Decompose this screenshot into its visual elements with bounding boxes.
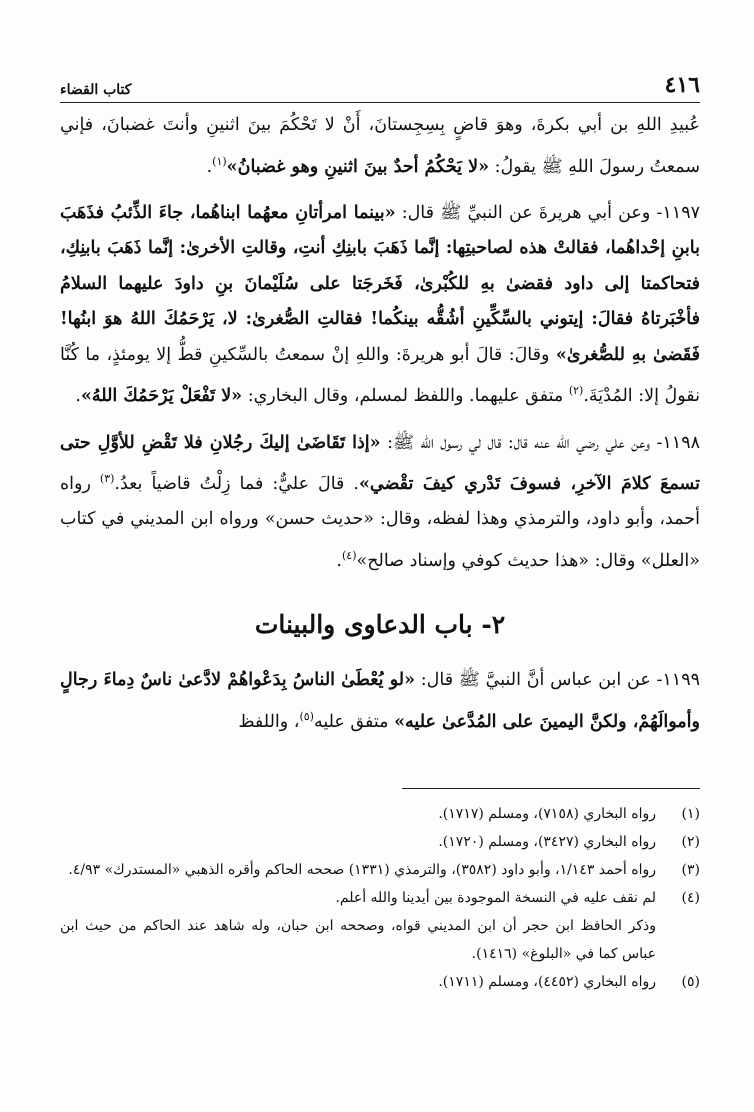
footnote — [60, 856, 700, 884]
hadith-commentary: ، واللفظ — [238, 711, 300, 732]
hadith-commentary: رواه أحمد، وأبو داود، والترمذي وهذا لفظه، وقال: «حديث حسن» ورواه ابن المديني في كتاب «العلل» وقال: «هذا حديث كوفي وإسناد صالح» — [60, 473, 700, 571]
hadith-intro: عن ابن عباس أنَّ النبيَّ ﷺ قال: — [415, 670, 657, 691]
footnote-number: (٥) — [681, 974, 700, 990]
hadith-quote: «إذا تَقَاضَىٰ إليكَ رجُلانِ فلا تَقْضِ للأوَّلِ حتى تسمعَ كلامَ الآخرِ، فسوفَ تَدْري كيفَ تقْضي» — [60, 432, 700, 494]
page-number: ٤١٦ — [664, 72, 700, 98]
hadith-commentary: . قالَ عليٌّ: فما زِلْتُ قاضياً بعدُ. — [114, 473, 359, 494]
hadith-quote: «لا يَحْكُمُ أحدٌ بينَ اثنينِ وهو غضبانُ» — [226, 156, 490, 177]
footnote — [60, 800, 700, 828]
footnote-text: لم نقف عليه في النسخة الموجودة بين أيدينا والله أعلم. — [335, 890, 656, 906]
hadith-number: ١١٩٧- — [656, 202, 700, 223]
footnote — [60, 884, 700, 912]
hadith-quote: «بينما امرأتانِ معهُما ابناهُما، جاءَ الذِّئبُ فذَهَبَ بابنِ إحْداهُما، فقالتْ هذه لصاحبتِها: إنَّما ذَهَبَ بابنِكِ أنتِ، وقالتِ الأخرىٰ: إنَّما ذَهَبَ بابنِكِ، فتحاكمتا إلى داود فقضىٰ بهِ للكُبْرىٰ، فَخَرجَتا على سُلَيْمانَ بنِ داودَ عليهما السلامُ فأخْبَرتاهُ فقالَ: إيتوني بالسِّكِّينِ أشُقُّه بينكُما! فقالتِ الصُّغرىٰ: لا، يَرْحَمُكَ اللهُ هوَ ابنُها! فَقَضىٰ بهِ للصُّغرىٰ» — [60, 202, 701, 365]
footnote-ref: (١) — [212, 154, 227, 168]
footnote-text: رواه أحمد ١/١٤٣، وأبو داود (٣٥٨٢)، والترمذي (١٣٣١) صححه الحاكم وأقره الذهبي «المستدرك» ٤/٩٣. — [68, 862, 656, 878]
footnote-ref: (٣) — [99, 472, 115, 486]
footnote — [60, 828, 700, 856]
hadith-intro: وعن أبي هريرةَ عن النبيِّ ﷺ قال: — [395, 202, 657, 223]
hadith-1197: ١١٩٧- وعن أبي هريرةَ عن النبيِّ ﷺ قال: «بينما امرأتانِ معهُما ابناهُما، جاءَ الذِّئبُ فذَهَبَ بابنِ إحْداهُما، فقالتْ هذه لصاحبتِها: إنَّما ذَهَبَ بابنِكِ أنتِ، وقالتِ الأخرىٰ: إنَّما ذَهَبَ بابنِكِ، فتحاكمتا إلى داود فقضىٰ بهِ للكُبْرىٰ، فَخَرجَتا على سُلَيْمانَ بنِ داودَ عليهما السلامُ فأخْبَرتاهُ فقالَ: إيتوني بالسِّكِّينِ أشُقُّه بينكُما! فقالتِ الصُّغرىٰ: لا، يَرْحَمُكَ اللهُ هوَ ابنُها! فَقَضىٰ بهِ للصُّغرىٰ» وقالَ: قالَ أبو هريرةَ: واللهِ إنْ سمعتُ بالسِّكينِ قطُّ إلا يومئذٍ، ما كُنَّا نقولُ إلا: المُدْيَةَ.$^{(٢)}$ متفق عليهما. واللفظ لمسلم، وقال البخاري: «لا تَفْعَلْ يَرْحَمُكَ اللهُ». — [60, 202, 701, 407]
hadith-commentary: وقالَ: قالَ أبو هريرةَ: واللهِ إنْ سمعتُ بالسِّكينِ قطُّ إلا يومئذٍ، ما كُنَّا نقولُ إلا: المُدْيَةَ. — [60, 344, 700, 407]
footnote-number: (٤) — [681, 890, 700, 906]
chapter-title: ٢- باب الدعاوى والبينات — [254, 610, 506, 640]
hadith-intro: وعن علي رضي الله عنه قال: قال لي رسول الله ﷺ: — [380, 432, 657, 453]
paragraph-continuation: عُبيدِ اللهِ بن أبي بكرةَ، وهوَ قاضٍ بِسِجِستانَ، أَنْ لا تَحْكُمَ بينَ اثنينِ وأنتَ غضبانَ، فإني سمعتُ رسولَ اللهِ ﷺ يقولُ: «لا يَحْكُمُ أحدٌ بينَ اثنينِ وهو غضبانُ»$^{(١)}$. — [60, 115, 700, 177]
footnote-text: رواه البخاري (٣٤٢٧)، ومسلم (١٧٢٠). — [438, 834, 656, 850]
hadith-1199 — [60, 663, 700, 740]
footnote — [60, 968, 700, 996]
footnote-text: رواه البخاري (٤٤٥٢)، ومسلم (١٧١١). — [438, 974, 656, 990]
hadith-commentary: متفق عليهما. واللفظ لمسلم، وقال البخاري: — [242, 386, 569, 407]
page-header — [60, 70, 700, 103]
footnote-number: (١) — [681, 806, 700, 822]
hadith-quote: «لو يُعْطَىٰ الناسُ بِدَعْواهُمْ لادَّعىٰ ناسٌ دِماءَ رجالٍ وأموالَهُمْ، ولكنَّ اليمينَ على المُدَّعىٰ عليه» — [60, 670, 700, 732]
paragraph-text: عُبيدِ اللهِ بن أبي بكرةَ، وهوَ قاضٍ بِسِجِستانَ، أَنْ لا تَحْكُمَ بينَ اثنينِ وأنتَ غضبانَ، فإني سمعتُ رسولَ اللهِ ﷺ يقولُ: — [60, 115, 700, 177]
running-title: كتاب القضاء — [60, 82, 132, 98]
footnote-ref: (٥) — [299, 709, 314, 723]
hadith-number: ١١٩٩- — [656, 670, 700, 691]
main-text — [60, 108, 700, 751]
footnotes — [60, 800, 700, 996]
footnote-number: (٣) — [681, 862, 700, 878]
footnote-ref: (٤) — [341, 548, 357, 562]
hadith-number: ١١٩٨- — [656, 432, 700, 453]
footnote-number: (٢) — [681, 834, 700, 850]
footnote-ref: (٢) — [568, 384, 584, 398]
footnote-text: رواه البخاري (٧١٥٨)، ومسلم (١٧١٧). — [438, 806, 656, 822]
hadith-1198: ١١٩٨- وعن علي رضي الله عنه قال: قال لي رسول الله ﷺ: «إذا تَقَاضَىٰ إليكَ رجُلانِ فلا تَقْضِ للأوَّلِ حتى تسمعَ كلامَ الآخرِ، فسوفَ تَدْري كيفَ تقْضي». قالَ عليٌّ: فما زِلْتُ قاضياً بعدُ.$^{(٣)}$ رواه أحمد، وأبو داود، والترمذي وهذا لفظه، وقال: «حديث حسن» ورواه ابن المديني في كتاب «العلل» وقال: «هذا حديث كوفي وإسناد صالح»$^{(٤)}$. — [60, 432, 700, 571]
footnote-divider — [402, 788, 700, 789]
footnote-continuation: وذكر الحافظ ابن حجر أن ابن المديني قواه، وصححه ابن حبان، وله شاهد عند الحاكم من حيث ابن عباس كما في «البلوغ» (١٤١٦). — [60, 918, 656, 962]
hadith-quote: «لا تَفْعَلْ يَرْحَمُكَ اللهُ» — [80, 386, 243, 407]
hadith-commentary: متفق عليه — [313, 711, 395, 732]
